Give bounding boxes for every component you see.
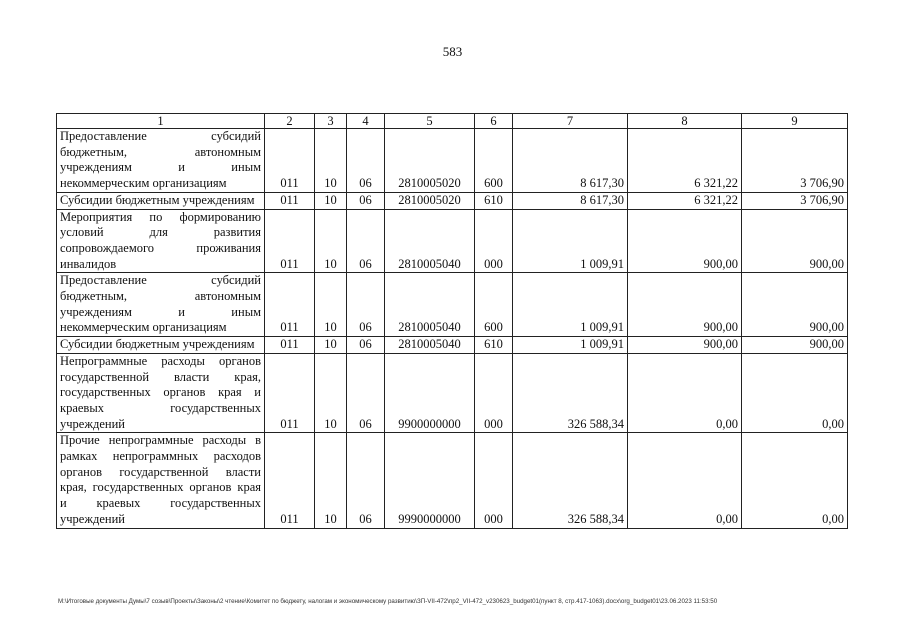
budget-table	[56, 113, 848, 529]
table-row	[57, 273, 848, 337]
row-name-cell: Мероприятия по формированию условий для развития сопровождаемого проживания инвалидов	[57, 209, 265, 273]
table-row	[57, 209, 848, 273]
amount-cell: 1 009,91	[513, 209, 628, 273]
header-cell: 1	[57, 114, 265, 129]
subsection-cell: 06	[347, 273, 385, 337]
code-cell: 011	[265, 129, 315, 193]
header-cell: 5	[385, 114, 475, 129]
section-cell: 10	[315, 353, 347, 433]
row-name-cell: Предоставление субсидий бюджетным, автономным учреждениям и иным некоммерческим организациям	[57, 129, 265, 193]
amount-cell: 0,00	[628, 353, 742, 433]
target-article-cell: 2810005040	[385, 209, 475, 273]
amount-cell: 900,00	[742, 209, 848, 273]
subsection-cell: 06	[347, 209, 385, 273]
row-name-cell: Прочие непрограммные расходы в рамках непрограммных расходов органов государственной власти края, государственных органов края и краевых государственных учреждений	[57, 433, 265, 528]
table-header-row	[57, 114, 848, 129]
amount-cell: 900,00	[628, 273, 742, 337]
target-article-cell: 9900000000	[385, 353, 475, 433]
target-article-cell: 2810005020	[385, 192, 475, 209]
row-name-cell: Субсидии бюджетным учреждениям	[57, 337, 265, 354]
amount-cell: 326 588,34	[513, 353, 628, 433]
expense-type-cell: 600	[475, 129, 513, 193]
amount-cell: 900,00	[742, 337, 848, 354]
header-cell: 8	[628, 114, 742, 129]
expense-type-cell: 610	[475, 192, 513, 209]
file-path-footer: М:\Итоговые документы Думы\7 созыв\Проекты\Законы\2 чтение\Комитет по бюджету, налогам и экономическому развитию\ЗП-VII-472\пр2_VII-472_v230623_budget01(пункт 8, стр.417-1063).docx\org_budget01\23.06.2023 11:53:50	[58, 598, 718, 605]
amount-cell: 1 009,91	[513, 337, 628, 354]
page-number: 583	[442, 44, 463, 59]
header-cell: 2	[265, 114, 315, 129]
amount-cell: 326 588,34	[513, 433, 628, 528]
table-row	[57, 433, 848, 528]
header-cell: 6	[475, 114, 513, 129]
subsection-cell: 06	[347, 192, 385, 209]
expense-type-cell: 000	[475, 353, 513, 433]
section-cell: 10	[315, 192, 347, 209]
amount-cell: 6 321,22	[628, 129, 742, 193]
table-row	[57, 353, 848, 433]
code-cell: 011	[265, 192, 315, 209]
code-cell: 011	[265, 353, 315, 433]
amount-cell: 8 617,30	[513, 192, 628, 209]
amount-cell: 900,00	[628, 209, 742, 273]
target-article-cell: 9990000000	[385, 433, 475, 528]
amount-cell: 3 706,90	[742, 192, 848, 209]
section-cell: 10	[315, 337, 347, 354]
code-cell: 011	[265, 209, 315, 273]
target-article-cell: 2810005040	[385, 273, 475, 337]
amount-cell: 0,00	[628, 433, 742, 528]
table-row	[57, 192, 848, 209]
amount-cell: 900,00	[628, 337, 742, 354]
row-name-cell: Предоставление субсидий бюджетным, автономным учреждениям и иным некоммерческим организациям	[57, 273, 265, 337]
table-row	[57, 337, 848, 354]
amount-cell: 6 321,22	[628, 192, 742, 209]
amount-cell: 1 009,91	[513, 273, 628, 337]
header-cell: 7	[513, 114, 628, 129]
expense-type-cell: 000	[475, 433, 513, 528]
subsection-cell: 06	[347, 433, 385, 528]
code-cell: 011	[265, 273, 315, 337]
row-name-cell: Непрограммные расходы органов государственной власти края, государственных органов края и краевых государственных учреждений	[57, 353, 265, 433]
code-cell: 011	[265, 337, 315, 354]
amount-cell: 900,00	[742, 273, 848, 337]
expense-type-cell: 600	[475, 273, 513, 337]
section-cell: 10	[315, 273, 347, 337]
code-cell: 011	[265, 433, 315, 528]
amount-cell: 3 706,90	[742, 129, 848, 193]
amount-cell: 0,00	[742, 433, 848, 528]
subsection-cell: 06	[347, 337, 385, 354]
header-cell: 3	[315, 114, 347, 129]
row-name-cell: Субсидии бюджетным учреждениям	[57, 192, 265, 209]
expense-type-cell: 000	[475, 209, 513, 273]
section-cell: 10	[315, 129, 347, 193]
section-cell: 10	[315, 433, 347, 528]
subsection-cell: 06	[347, 353, 385, 433]
amount-cell: 8 617,30	[513, 129, 628, 193]
header-cell: 9	[742, 114, 848, 129]
target-article-cell: 2810005020	[385, 129, 475, 193]
amount-cell: 0,00	[742, 353, 848, 433]
expense-type-cell: 610	[475, 337, 513, 354]
subsection-cell: 06	[347, 129, 385, 193]
section-cell: 10	[315, 209, 347, 273]
header-cell: 4	[347, 114, 385, 129]
table-row	[57, 129, 848, 193]
target-article-cell: 2810005040	[385, 337, 475, 354]
